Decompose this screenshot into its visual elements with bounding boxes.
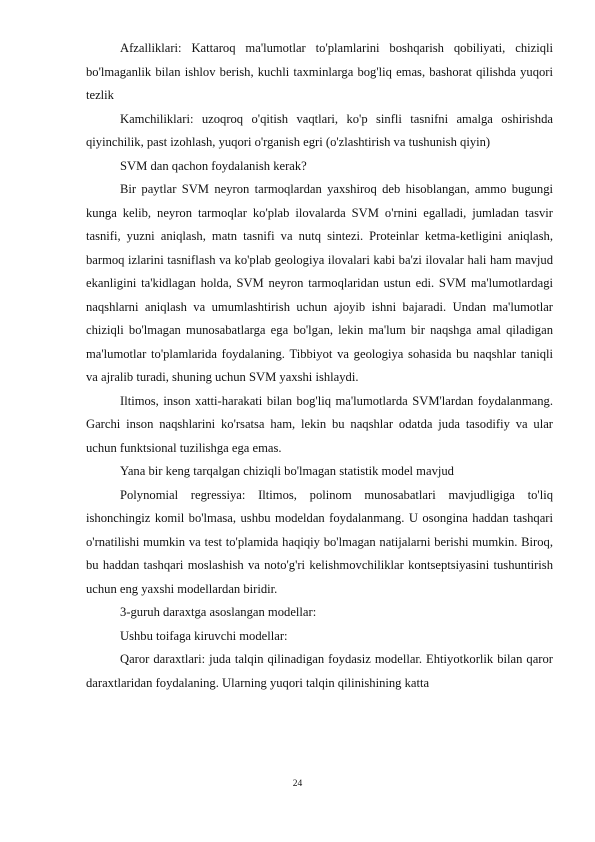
- document-body: [86, 37, 553, 695]
- page-number: 24: [292, 779, 303, 789]
- paragraph-nonlinear-model: Yana bir keng tarqalgan chiziqli bo'lmagan statistik model mavjud: [120, 464, 454, 478]
- paragraph-advantages: Afzalliklari: Kattaroq ma'lumotlar to'plamlarini boshqarish qobiliyati, chiziqli bo'lmaganlik bilan ishlov berish, kuchli taxminlarga bog'liq emas, bashorat qilishda yuqori tezlik: [86, 41, 553, 102]
- paragraph-svm-warning: Iltimos, inson xatti-harakati bilan bog'liq ma'lumotlarda SVM'lardan foydalanmang. Garchi inson naqshlarini ko'rsatsa ham, lekin bu naqshlar odatda juda tasodifiy va ular uchun funktsional tuzilishga ega emas.: [86, 393, 553, 455]
- paragraph-svm-history: Bir paytlar SVM neyron tarmoqlardan yaxshiroq deb hisoblangan, ammo bugungi kunga kelib, neyron tarmoqlar ko'plab ilovalarda SVM o'rnini egalladi, jumladan tasvir tasnifi, yuzni aniqlash, matn tasnifi va nutq sintezi. Proteinlar ketma-ketligini aniqlash, barmoq izlarini tasniflash va ko'plab geologiya ilovalari kabi ba'zi ilovalar hali ham mavjud ekanligini ta'kidlagan holda, SVM neyron tarmoqlaridan ustun edi. SVM ma'lumotlardagi naqshlarni aniqlash va umumlashtirish uchun ajoyib ishni bajaradi. Undan ma'lumotlar chiziqli bo'lmagan munosabatlarga ega bo'lgan, lekin ma'lum bir naqshga amal qiladigan ma'lumotlar to'plamlarida foydalaning. Tibbiyot va geologiya sohasida bu naqshlar taniqli va ajralib turadi, shuning uchun SVM yaxshi ishlaydi.: [86, 182, 553, 384]
- paragraph-models-intro: Ushbu toifaga kiruvchi modellar:: [120, 628, 288, 643]
- paragraph-polynomial-regression: Polynomial regressiya: Iltimos, polinom munosabatlari mavjudligiga to'liq ishonchingiz komil bo'lmasa, ushbu modeldan foydalanmang. U osongina haddan tashqari o'rnatilishi mumkin va test to'plamida haqiqiy bo'lmagan natijalarni berishi mumkin. Biroq, bu haddan tashqari moslashish va noto'g'ri kelishmovchiliklar kontseptsiyasini tushuntirish uchun eng yaxshi modellardan biridir.: [86, 487, 553, 596]
- paragraph-decision-trees: Qaror daraxtlari: juda talqin qilinadigan foydasiz modellar. Ehtiyotkorlik bilan qaror daraxtlaridan foydalaning. Ularning yuqori talqin qilinishining katta: [86, 652, 553, 690]
- paragraph-disadvantages: Kamchiliklari: uzoqroq o'qitish vaqtlari, ko'p sinfli tasnifni amalga oshirishda qiyinchilik, past izohlash, yuqori o'rganish egri (o'zlashtirish va tushunish qiyin): [86, 111, 553, 149]
- paragraph-svm-question: SVM dan qachon foydalanish kerak?: [120, 158, 307, 173]
- paragraph-group-3-heading: 3-guruh daraxtga asoslangan modellar:: [120, 605, 317, 619]
